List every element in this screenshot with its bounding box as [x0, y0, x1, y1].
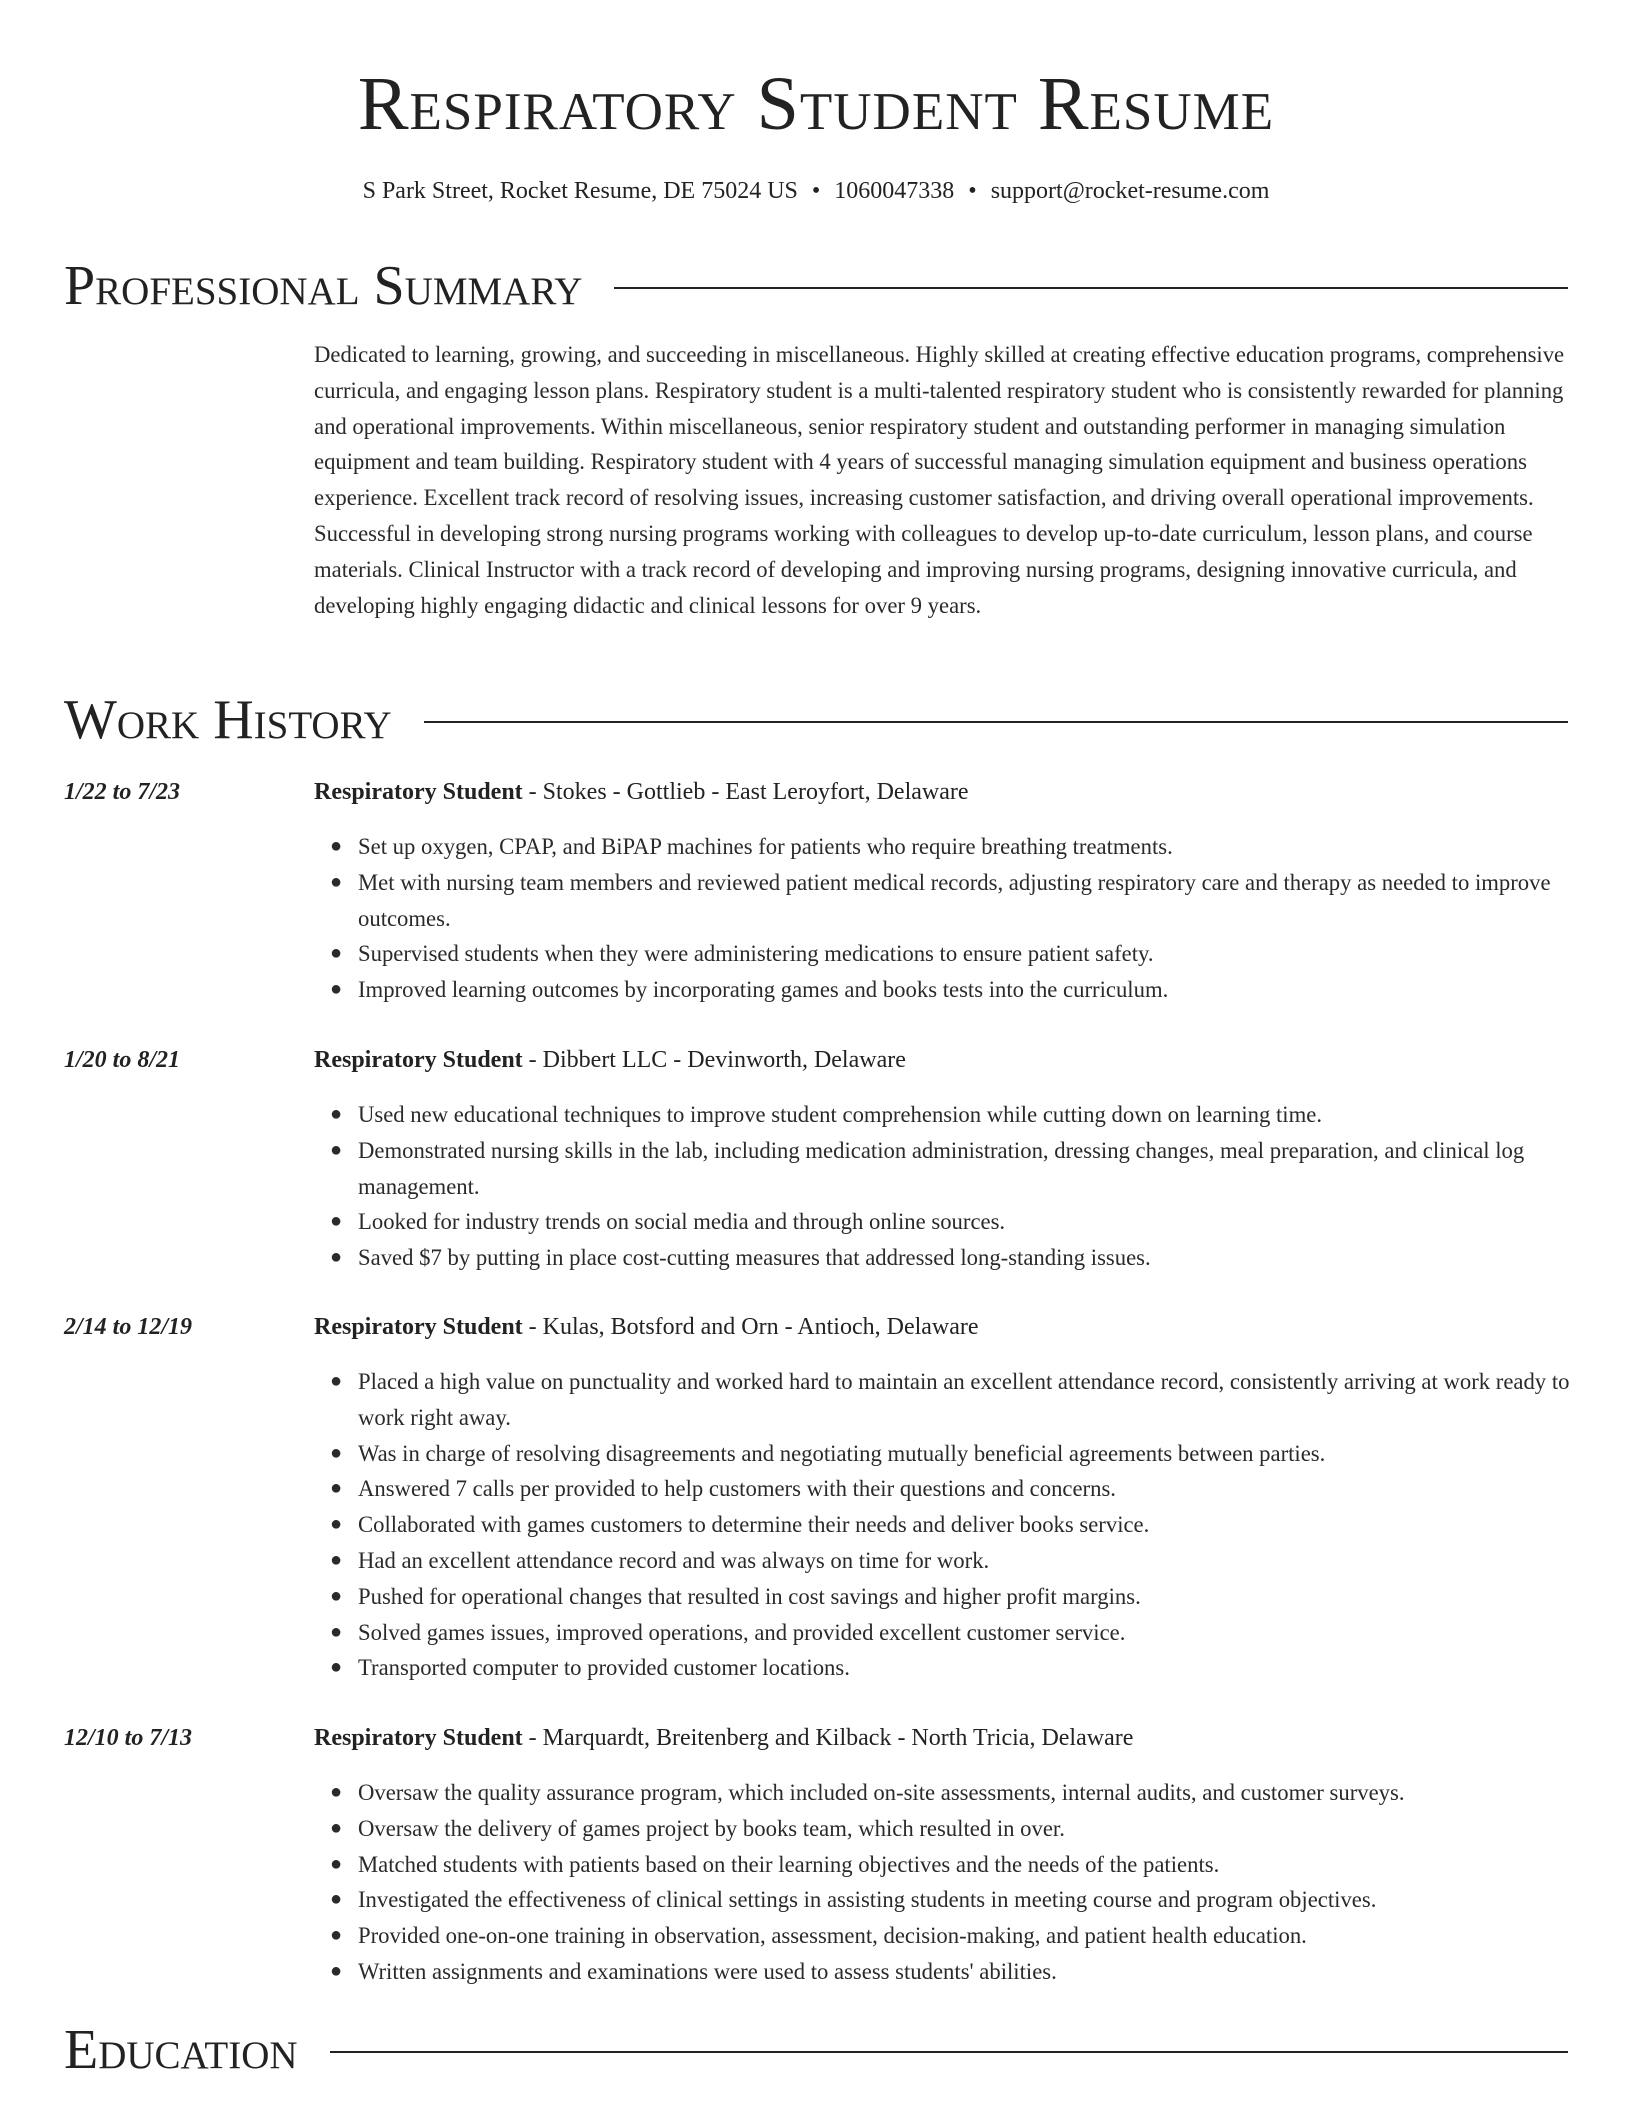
- section-title-work: Work History: [64, 689, 392, 751]
- professional-summary-text: Dedicated to learning, growing, and succeeding in miscellaneous. Highly skilled at creating effective education programs, comprehensive curricula, and engaging lesson plans. Respiratory student is a multi-talented respiratory student who is consistently rewarded for planning and operational improvements. Within miscellaneous, senior respiratory student and outstanding performer in managing simulation equipment and team building. Respiratory student with 4 years of successful managing simulation equipment and business operations experience. Excellent track record of resolving issues, increasing customer satisfaction, and driving overall operational improvements. Successful in developing strong nursing programs working with colleagues to develop up-to-date curriculum, lesson plans, and course materials. Clinical Instructor with a track record of developing and improving nursing programs, designing innovative curricula, and developing highly engaging didactic and clinical lessons for over 9 years.: [314, 342, 1565, 618]
- list-item-text: Transported computer to provided customer locations.: [358, 1655, 850, 1681]
- bullet-icon: ●: [330, 1210, 343, 1233]
- bullet-icon: ●: [330, 1548, 343, 1571]
- list-item-text: Supervised students when they were administering medications to ensure patient safety.: [358, 941, 1154, 967]
- resume-title: Respiratory Student Resume: [357, 62, 1275, 146]
- contact-line: [0, 176, 1632, 206]
- job-employer-location: - Kulas, Botsford and Orn - Antioch, Delaware: [522, 1314, 979, 1340]
- list-item-text: Solved games issues, improved operations, and provided excellent customer service.: [358, 1619, 1126, 1645]
- bullet-icon: ●: [330, 1103, 343, 1125]
- bullet-icon: ●: [330, 1513, 343, 1536]
- section-header-education: [64, 2020, 1568, 2080]
- job-dates: 1/20 to 8/21: [64, 1047, 181, 1073]
- section-divider: [424, 721, 1568, 723]
- list-item-text: Pushed for operational changes that resulted in cost savings and higher profit margins.: [358, 1583, 1141, 1609]
- bullet-icon: ●: [330, 1959, 343, 1982]
- job-title: Respiratory Student: [314, 1047, 523, 1073]
- contact-phone: 1060047338: [834, 178, 955, 204]
- list-item-text: Matched students with patients based on their learning objectives and the needs of the patients.: [358, 1851, 1220, 1877]
- job-heading: [314, 1723, 1570, 1753]
- section-title-education: Education: [64, 2019, 298, 2081]
- list-item: [330, 1364, 1614, 1436]
- list-item-text: Investigated the effectiveness of clinical settings in assisting students in meeting course and program objectives.: [358, 1887, 1377, 1913]
- job-title: Respiratory Student: [314, 779, 523, 805]
- bullet-icon: ●: [330, 1477, 343, 1500]
- list-item: [330, 1954, 1614, 1990]
- list-item: [330, 1918, 1614, 1954]
- section-header-work: [64, 690, 1568, 750]
- bullet-icon: ●: [330, 1620, 343, 1643]
- list-item: [330, 1507, 1614, 1543]
- list-item-text: Met with nursing team members and reviewed patient medical records, adjusting respiratory care and therapy as needed to improve outcomes.: [358, 869, 1551, 931]
- job-dates: 2/14 to 12/19: [64, 1314, 193, 1340]
- bullet-icon: ●: [330, 942, 343, 965]
- job-title: Respiratory Student: [314, 1314, 523, 1340]
- bullet-icon: ●: [330, 978, 343, 1001]
- section-header-summary: [64, 256, 1568, 316]
- job-dates: 12/10 to 7/13: [64, 1725, 193, 1751]
- list-item: [330, 1775, 1614, 1811]
- contact-address: S Park Street, Rocket Resume, DE 75024 US: [362, 178, 798, 204]
- list-item: [330, 1204, 1614, 1240]
- job-bullets: [314, 829, 1614, 1008]
- job-bullets: [314, 1775, 1614, 1990]
- bullet-icon: ●: [330, 1441, 343, 1464]
- job-bullets: [314, 1097, 1614, 1276]
- bullet-icon: ●: [330, 1852, 343, 1875]
- list-item: [330, 1579, 1614, 1615]
- list-item-text: Saved $7 by putting in place cost-cutting measures that addressed long-standing issues.: [358, 1245, 1151, 1271]
- list-item-text: Demonstrated nursing skills in the lab, including medication administration, dressing changes, meal preparation, and clinical log management.: [358, 1137, 1525, 1199]
- bullet-icon: ●: [330, 1888, 343, 1911]
- contact-separator: •: [811, 178, 821, 204]
- list-item-text: Was in charge of resolving disagreements and negotiating mutually beneficial agreements between parties.: [358, 1440, 1326, 1466]
- job-heading: [314, 777, 1570, 807]
- list-item: [330, 1615, 1614, 1651]
- job-dates: 1/22 to 7/23: [64, 779, 181, 805]
- list-item-text: Oversaw the quality assurance program, which included on-site assessments, internal audits, and customer surveys.: [358, 1780, 1405, 1805]
- list-item: [330, 1471, 1614, 1507]
- bullet-icon: ●: [330, 1656, 343, 1679]
- bullet-icon: ●: [330, 1781, 343, 1803]
- job-employer-location: - Stokes - Gottlieb - East Leroyfort, Delaware: [522, 779, 969, 805]
- list-item-text: Provided one-on-one training in observation, assessment, decision-making, and patient health education.: [358, 1923, 1307, 1949]
- list-item: [330, 1650, 1614, 1686]
- list-item: [330, 1882, 1614, 1918]
- bullet-icon: ●: [330, 1584, 343, 1607]
- list-item-text: Written assignments and examinations were used to assess students' abilities.: [358, 1958, 1057, 1984]
- list-item-text: Placed a high value on punctuality and worked hard to maintain an excellent attendance record, consistently arriving at work ready to work right away.: [358, 1369, 1570, 1430]
- list-item: [330, 1097, 1614, 1133]
- list-item: [330, 865, 1614, 937]
- list-item-text: Had an excellent attendance record and was always on time for work.: [358, 1547, 990, 1573]
- list-item: [330, 1240, 1614, 1276]
- bullet-icon: ●: [330, 835, 343, 857]
- list-item-text: Set up oxygen, CPAP, and BiPAP machines for patients who require breathing treatments.: [358, 834, 1173, 859]
- list-item-text: Oversaw the delivery of games project by books team, which resulted in over.: [358, 1815, 1065, 1841]
- contact-separator: •: [968, 178, 977, 204]
- job-title: Respiratory Student: [314, 1725, 523, 1751]
- bullet-icon: ●: [330, 1246, 343, 1269]
- list-item: [330, 1436, 1614, 1472]
- contact-email[interactable]: support@rocket-resume.com: [990, 178, 1270, 204]
- bullet-icon: ●: [330, 1924, 343, 1947]
- job-heading: [314, 1312, 1570, 1342]
- bullet-icon: ●: [330, 1370, 343, 1392]
- bullet-icon: ●: [330, 1138, 343, 1161]
- section-title-summary: Professional Summary: [64, 255, 583, 317]
- section-divider: [330, 2051, 1568, 2053]
- job-employer-location: - Marquardt, Breitenberg and Kilback - North Tricia, Delaware: [522, 1725, 1134, 1751]
- list-item: [330, 829, 1614, 865]
- list-item-text: Answered 7 calls per provided to help customers with their questions and concerns.: [358, 1476, 1116, 1502]
- list-item: [330, 1133, 1614, 1205]
- list-item: [330, 1811, 1614, 1847]
- job-bullets: [314, 1364, 1614, 1686]
- bullet-icon: ●: [330, 870, 343, 893]
- list-item-text: Collaborated with games customers to determine their needs and deliver books service.: [358, 1512, 1150, 1538]
- bullet-icon: ●: [330, 1816, 343, 1839]
- section-divider: [614, 287, 1568, 289]
- list-item: [330, 1543, 1614, 1579]
- job-employer-location: - Dibbert LLC - Devinworth, Delaware: [522, 1047, 906, 1073]
- list-item-text: Improved learning outcomes by incorporating games and books tests into the curriculum.: [358, 977, 1169, 1003]
- list-item: [330, 1847, 1614, 1883]
- list-item-text: Used new educational techniques to improve student comprehension while cutting down on learning time.: [358, 1102, 1322, 1127]
- list-item: [330, 936, 1614, 972]
- job-heading: [314, 1045, 1570, 1075]
- list-item-text: Looked for industry trends on social media and through online sources.: [358, 1209, 1006, 1235]
- list-item: [330, 972, 1614, 1008]
